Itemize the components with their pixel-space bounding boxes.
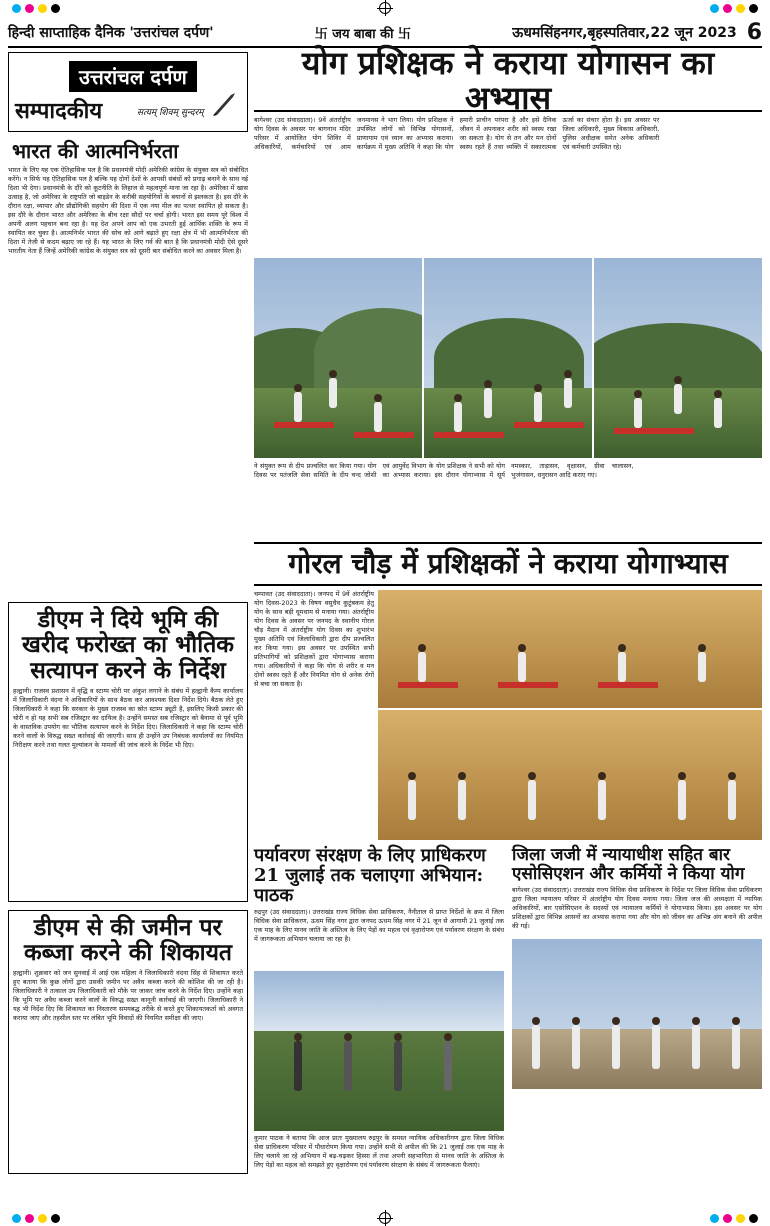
yellow-dot	[736, 4, 745, 13]
env-headline: पर्यावरण संरक्षण के लिए प्राधिकरण 21 जुलाई तक चलाएगा अभियान: पाठक	[254, 845, 486, 906]
gorel-photo-2	[378, 710, 762, 840]
yoga-caption: ने संयुक्त रूप से दीप प्रज्वलित कर किया गया। योग दिवस पर पतंजलि सेवा समिति के दीप चन्द जोशी एवं आयुर्वेद विभाग के योग प्रशिक्षक ने सभी को योग का अभ्यास कराया। इस दौरान योगाभ्यास में सूर्य नमस्कार, ताड़ासन, वृक्षासन, ग्रीवा चालासन, भुजंगासन, धनुरासन आदि कराए गए।	[254, 462, 634, 479]
folio-right	[512, 20, 762, 45]
place-date: ऊधमसिंहनगर,बृहस्पतिवार,22 जून 2023	[512, 24, 737, 41]
masthead-title: उत्तरांचल दर्पण	[69, 61, 197, 92]
magenta-dot	[723, 4, 732, 13]
color-dots-left	[12, 1214, 60, 1223]
yellow-dot	[736, 1214, 745, 1223]
paper-name: हिन्दी साप्ताहिक दैनिक 'उत्तरांचल दर्पण'	[8, 24, 214, 41]
masthead-section: सम्पादकीय	[15, 98, 103, 124]
color-dots-left	[12, 4, 60, 13]
bottom-stories	[254, 846, 762, 1198]
registration-bar-bottom	[0, 1210, 770, 1226]
black-dot	[51, 4, 60, 13]
gorel-photos	[378, 590, 762, 840]
editorial-masthead	[8, 52, 248, 132]
editorial-body: भारत के लिए यह एक ऐतिहासिक पल है कि प्रधानमंत्री मोदी अमेरिकी कांग्रेस के संयुक्त सत्र को संबोधित करेंगे। न सिर्फ यह ऐतिहासिक पल है बल्कि यह दोनों देशों के आपसी संबंधों को प्रगाढ़ बनाने के साथ नई दिशा भी देगा। प्रधानमंत्री के दौरे को कूटनीति के लिहाज से महत्वपूर्ण माना जा रहा है। अमेरिका में खास उत्साह है, जो अमेरिका के राष्ट्रपति जो बाइडेन के करीबी सहयोगियों के बयानों से झलकता है। इस दौरे के दौरान रक्षा, व्यापार और प्रौद्योगिकी सहयोग की दिशा में एक नया मील का पत्थर स्थापित हो सकता है। इस दौरे के दौरान भारत और अमेरिका के बीच रक्षा सौदों पर चर्चा होगी। भारत इस समय पूरे विश्व में अपनी अलग पहचान बना रहा है। यह देश अपने आप को एक उभरती हुई आर्थिक शक्ति के रूप में स्थापित कर चुका है। आत्मनिर्भर भारत की सोच को आगे बढ़ाते हुए रक्षा क्षेत्र में भी आत्मनिर्भरता की दिशा में तेजी से कदम बढ़ाए जा रहे हैं। यह भारत के लिए गर्व की बात है कि प्रधानमंत्री मोदी ऐसे दूसरे भारतीय नेता हैं जिन्हें अमेरिकी कांग्रेस के संयुक्त सत्र को दूसरी बार संबोधित करने का अवसर मिला है।	[8, 166, 248, 255]
dm-story-body: हल्द्वानी। राजस्व प्रशासन में वृद्धि व स्टाम्प चोरी पर अंकुश लगाने के संबंध में हल्द्वानी कैम्प कार्यालय में जिलाधिकारी वंदना ने अधिकारियों के साथ बैठक कर आवश्यक दिशा निर्देश दिये। बैठक लेते हुए जिलाधिकारी ने कहा कि सरकार के मुख्य राजस्व का स्रोत स्टाम्प ड्यूटी है, इसलिए किसी प्रकार की चोरी न हो यह सभी सब रजिस्ट्रार का दायित्व है। उन्होंने समस्त सब रजिस्ट्रार को बैनामा से पूर्व भूमि के वास्तविक उपयोग का भौतिक सत्यापन करने के निर्देश दिए। जिलाधिकारी ने कहा कि स्टाम्प चोरी करने वालों के विरुद्ध सख्त कार्रवाई की जाएगी। साथ ही उन्होंने उप निबंधक कार्यालयों का नियमित निरीक्षण करने तथा गलत मूल्यांकन के मामलों की जांच करने के निर्देश भी दिए।	[13, 686, 243, 749]
magenta-dot	[25, 1214, 34, 1223]
cyan-dot	[12, 1214, 21, 1223]
yoga-photo-2	[424, 258, 592, 458]
registration-bar-top	[0, 0, 770, 16]
magenta-dot	[25, 4, 34, 13]
yoga-body: बागेश्वर (उद संवाददाता)। 9वें अंतर्राष्ट्रीय योग दिवस के अवसर पर बागनाथ मंदिर परिसर में आयोजित योग शिविर में अधिकारियों, कर्मचारियों एवं आम जनमानस ने भाग लिया। योग प्रशिक्षक ने उपस्थित लोगों को विभिन्न योगासनों, प्राणायाम एवं ध्यान का अभ्यास कराया। कार्यक्रम में मुख्य अतिथि ने कहा कि योग हमारी प्राचीन परंपरा है और इसे दैनिक जीवन में अपनाकर शरीर को स्वस्थ रखा जा सकता है। योग से तन और मन दोनों स्वस्थ रहते हैं तथा व्यक्ति में सकारात्मक ऊर्जा का संचार होता है। इस अवसर पर जिला अधिकारी, मुख्य विकास अधिकारी, पुलिस अधीक्षक समेत अनेक अधिकारी एवं कर्मचारी उपस्थित रहे।	[254, 116, 660, 151]
right-column	[254, 43, 762, 1212]
gorel-body: चम्पावत (उद संवाददाता)। जनपद में 9वें अंतर्राष्ट्रीय योग दिवस-2023 के विषय वसुधैव कुटुंबकम हेतु योग के साथ बड़ी धूमधाम से मनाया गया। अंतर्राष्ट्रीय योग दिवस के अवसर पर जनपद के स्थानीय गोरल चौड़ मैदान में अंतर्राष्ट्रीय योग दिवस का शुभारंभ मुख्य अतिथि एवं जिलाधिकारी द्वारा दीप प्रज्वलित कर किया गया। इस अवसर पर उपस्थित सभी प्रतिभागियों को प्रशिक्षकों द्वारा योगाभ्यास कराया गया। अधिकारियों ने कहा कि योग से शरीर व मन दोनों स्वस्थ रहते हैं और नियमित योग से अनेक रोगों से बचा जा सकता है।	[254, 590, 374, 688]
env-caption: कुमार पाठक ने बताया कि आज प्रातः मुख्यालय रुद्रपुर के समस्त न्यायिक अधिकारीगण द्वारा जिला विधिक सेवा प्राधिकरण परिसर में पौधारोपण किया गया। उन्होंने सभी से अपील की कि 21 जुलाई तक एक माह के लिए चलाये जा रहे अभियान में बढ़-चढ़कर हिस्सा लें तथा अपनी सहभागिता से मानव जाति के अस्तित्व के लिए पेड़ों का महत्व को समझते हुए वृक्षारोपण एवं पर्यावरण संरक्षण के संबंध में जागरूकता फैलाएं।	[254, 1134, 504, 1170]
left-column	[8, 52, 248, 1212]
yoga-photo-1	[254, 258, 422, 458]
cyan-dot	[710, 1214, 719, 1223]
gorel-photo-1	[378, 590, 762, 708]
black-dot	[749, 4, 758, 13]
env-photo	[254, 971, 504, 1131]
slogan-text: जय बाबा की	[332, 26, 394, 42]
black-dot	[749, 1214, 758, 1223]
registration-mark-icon	[379, 2, 391, 14]
page-number: 6	[746, 19, 762, 45]
judge-headline: जिला जजी में न्यायाधीश सहित बार एसोसिएशन और कर्मियों ने किया योग	[512, 845, 745, 884]
color-dots-right	[710, 1214, 758, 1223]
cyan-dot	[12, 4, 21, 13]
yellow-dot	[38, 4, 47, 13]
env-story	[254, 846, 504, 1198]
dm-story-headline: डीएम ने दिये भूमि की खरीद फरोख्त का भौतिक सत्यापन करने के निर्देश	[22, 606, 234, 684]
judge-photo	[512, 939, 762, 1089]
yoga-headline: योग प्रशिक्षक ने कराया योगासन का अभ्यास	[254, 52, 762, 112]
quill-pen-icon	[211, 89, 239, 117]
yoga-photo-strip	[254, 258, 762, 458]
editorial-headline: भारत की आत्मनिर्भरता	[12, 139, 179, 163]
dm-land-body: हल्द्वानी। शुक्रवार को जन सुनवाई में आई एक महिला ने जिलाधिकारी वंदना सिंह से शिकायत करते हुए बताया कि कुछ लोगों द्वारा उसकी जमीन पर अवैध कब्जा करने की कोशिश की जा रही है। जिलाधिकारी ने तत्काल उप जिलाधिकारी को मौके पर जाकर जांच करने के निर्देश दिए। उन्होंने कहा कि भूमि पर अवैध कब्जा करने वालों के विरुद्ध सख्त कानूनी कार्रवाई की जाएगी। जिलाधिकारी ने यह भी निर्देश दिए कि शिकायत का निस्तारण समयबद्ध तरीके से करते हुए शिकायतकर्ता को अवगत कराया जाए और तहसील स्तर पर लंबित भूमि विवादों की नियमित समीक्षा की जाए।	[13, 969, 243, 1023]
registration-mark-icon	[379, 1212, 391, 1224]
masthead-tagline: सत्यम् शिवम् सुन्दरम्	[137, 108, 204, 118]
black-dot	[51, 1214, 60, 1223]
magenta-dot	[723, 1214, 732, 1223]
cyan-dot	[710, 4, 719, 13]
dm-story-box	[8, 602, 248, 902]
gorel-block	[254, 590, 762, 840]
judge-body: बागेश्वर (उद संवाददाता)। उत्तराखंड राज्य विधिक सेवा प्राधिकरण के निर्देश पर जिला विधिक सेवा प्राधिकरण द्वारा जिला न्यायालय परिसर में अंतर्राष्ट्रीय योग दिवस मनाया गया। जिला जज की अध्यक्षता में न्यायिक अधिकारियों, बार एसोसिएशन के सदस्यों एवं न्यायालय कर्मियों ने योगाभ्यास किया। इस अवसर पर योग प्रशिक्षकों द्वारा विभिन्न आसनों का अभ्यास कराया गया और योग को जीवन का अभिन्न अंग बनाने की अपील की गई।	[512, 886, 762, 931]
dm-land-headline: डीएम से की जमीन पर कब्जा करने की शिकायत	[23, 913, 233, 967]
gorel-headline: गोरल चौड़ में प्रशिक्षकों ने कराया योगाभ्यास	[254, 542, 762, 586]
color-dots-right	[710, 4, 758, 13]
yoga-photo-3	[594, 258, 762, 458]
yellow-dot	[38, 1214, 47, 1223]
dm-land-box	[8, 910, 248, 1175]
slogan: 卐 जय बाबा की 卐	[314, 26, 411, 42]
judge-story	[512, 846, 762, 1198]
env-body: रुद्रपुर (उद संवाददाता)। उत्तराखंड राज्य विधिक सेवा प्राधिकरण, नैनीताल से प्राप्त निर्देशों के क्रम में जिला विधिक सेवा प्राधिकरण, ऊधम सिंह नगर द्वारा जनपद ऊधम सिंह नगर में 21 जून से आगामी 21 जुलाई तक एक माह के लिए मानव जाति के अस्तित्व के लिए पेड़ों का महत्व एवं वृक्षारोपण एवं पर्यावरण संरक्षण के संबंध में जागरूकता अभियान चलाया जा रहा है।	[254, 908, 504, 944]
